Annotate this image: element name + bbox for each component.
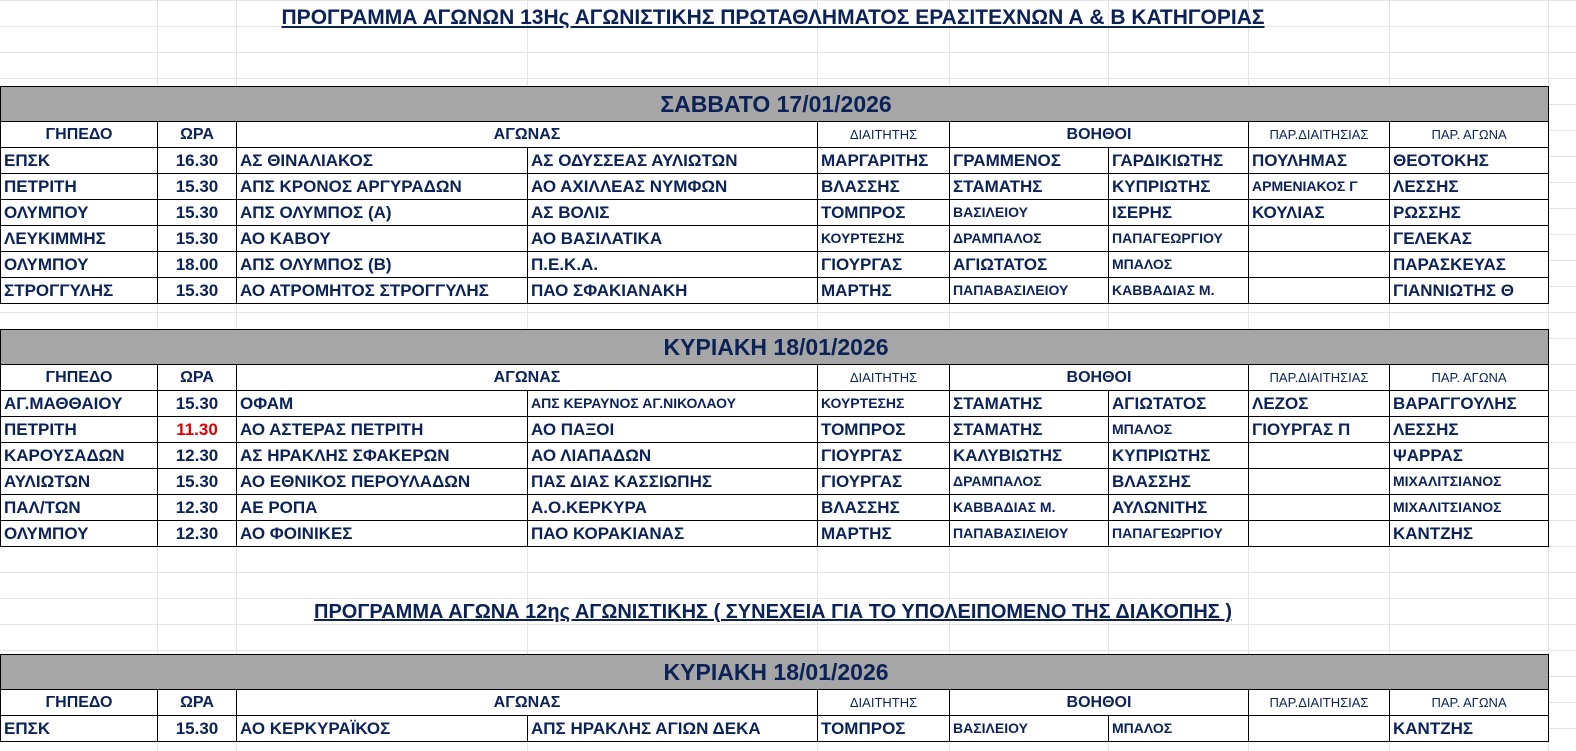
- assistant-2-cell: ΜΠΑΛΟΣ: [1109, 252, 1249, 278]
- home-team-cell: ΑΟ ΑΣΤΕΡΑΣ ΠΕΤΡΙΤΗ: [237, 417, 528, 443]
- assistant-1-cell: ΣΤΑΜΑΤΗΣ: [950, 174, 1109, 200]
- venue-header: ΓΗΠΕΔΟ: [1, 122, 158, 148]
- assistants-header: ΒΟΗΘΟΙ: [950, 122, 1249, 148]
- referee-cell: ΓΙΟΥΡΓΑΣ: [818, 469, 950, 495]
- assistant-2-cell: ΓΑΡΔΙΚΙΩΤΗΣ: [1109, 148, 1249, 174]
- assistant-1-cell: ΒΑΣΙΛΕΙΟΥ: [950, 716, 1109, 742]
- venue-cell: ΚΑΡΟΥΣΑΔΩΝ: [1, 443, 158, 469]
- home-team-cell: ΑΠΣ ΚΡΟΝΟΣ ΑΡΓΥΡΑΔΩΝ: [237, 174, 528, 200]
- away-team-cell: ΑΠΣ ΚΕΡΑΥΝΟΣ ΑΓ.ΝΙΚΟΛΑΟΥ: [528, 391, 818, 417]
- assistant-1-cell: ΣΤΑΜΑΤΗΣ: [950, 417, 1109, 443]
- match-observer-header: ΠΑΡ. ΑΓΩΝΑ: [1390, 690, 1549, 716]
- sunday-rows: [1, 391, 1549, 547]
- assistant-2-cell: ΙΣΕΡΗΣ: [1109, 200, 1249, 226]
- away-team-cell: ΑΣ ΒΟΛΙΣ: [528, 200, 818, 226]
- time-cell: 15.30: [158, 174, 237, 200]
- home-team-cell: ΑΟ ΚΑΒΟΥ: [237, 226, 528, 252]
- match-observer-cell: ΘΕΟΤΟΚΗΣ: [1390, 148, 1549, 174]
- sunday-12th-rows: [1, 716, 1549, 742]
- time-cell: 15.30: [158, 469, 237, 495]
- away-team-cell: ΠΑΟ ΣΦΑΚΙΑΝΑΚΗ: [528, 278, 818, 304]
- time-cell: 12.30: [158, 521, 237, 547]
- sunday-12th-schedule-table: [0, 654, 1549, 742]
- match-row: [1, 252, 1549, 278]
- time-header: ΩΡΑ: [158, 365, 237, 391]
- match-header: ΑΓΩΝΑΣ: [237, 122, 818, 148]
- venue-cell: ΛΕΥΚΙΜΜΗΣ: [1, 226, 158, 252]
- home-team-cell: ΑΣ ΘΙΝΑΛΙΑΚΟΣ: [237, 148, 528, 174]
- second-title: ΠΡΟΓΡΑΜΜΑ ΑΓΩΝΑ 12ης ΑΓΩΝΙΣΤΙΚΗΣ ( ΣΥΝΕΧΕΙΑ ΓΙΑ ΤΟ ΥΠΟΛΕΙΠΟΜΕΝΟ ΤΗΣ ΔΙΑΚΟΠΗΣ ): [314, 601, 1232, 623]
- time-cell: 11.30: [158, 417, 237, 443]
- referee-observer-cell: [1249, 469, 1390, 495]
- match-row: [1, 278, 1549, 304]
- saturday-rows: [1, 148, 1549, 304]
- referee-cell: ΚΟΥΡΤΕΣΗΣ: [818, 226, 950, 252]
- match-row: [1, 148, 1549, 174]
- match-header: ΑΓΩΝΑΣ: [237, 365, 818, 391]
- referee-observer-cell: [1249, 443, 1390, 469]
- time-header: ΩΡΑ: [158, 690, 237, 716]
- away-team-cell: ΠΑΟ ΚΟΡΑΚΙΑΝΑΣ: [528, 521, 818, 547]
- referee-observer-cell: [1249, 716, 1390, 742]
- match-observer-header: ΠΑΡ. ΑΓΩΝΑ: [1390, 365, 1549, 391]
- venue-cell: ΕΠΣΚ: [1, 716, 158, 742]
- assistant-2-cell: ΚΑΒΒΑΔΙΑΣ Μ.: [1109, 278, 1249, 304]
- assistant-1-cell: ΔΡΑΜΠΑΛΟΣ: [950, 226, 1109, 252]
- referee-observer-cell: [1249, 521, 1390, 547]
- home-team-cell: ΑΟ ΑΤΡΟΜΗΤΟΣ ΣΤΡΟΓΓΥΛΗΣ: [237, 278, 528, 304]
- ref-observer-header: ΠΑΡ.ΔΙΑΙΤΗΣΙΑΣ: [1249, 122, 1390, 148]
- referee-header: ΔΙΑΙΤΗΤΗΣ: [818, 365, 950, 391]
- venue-cell: ΠΕΤΡΙΤΗ: [1, 417, 158, 443]
- referee-cell: ΤΟΜΠΡΟΣ: [818, 417, 950, 443]
- away-team-cell: Α.Ο.ΚΕΡΚΥΡΑ: [528, 495, 818, 521]
- home-team-cell: ΑΠΣ ΟΛΥΜΠΟΣ (Α): [237, 200, 528, 226]
- match-observer-cell: ΠΑΡΑΣΚΕΥΑΣ: [1390, 252, 1549, 278]
- time-cell: 16.30: [158, 148, 237, 174]
- match-header: ΑΓΩΝΑΣ: [237, 690, 818, 716]
- referee-cell: ΤΟΜΠΡΟΣ: [818, 716, 950, 742]
- assistant-1-cell: ΠΑΠΑΒΑΣΙΛΕΙΟΥ: [950, 278, 1109, 304]
- referee-cell: ΜΑΡΤΗΣ: [818, 521, 950, 547]
- referee-cell: ΒΛΑΣΣΗΣ: [818, 495, 950, 521]
- day-header: ΚΥΡΙΑΚΗ 18/01/2026: [1, 330, 1549, 365]
- day-header: ΚΥΡΙΑΚΗ 18/01/2026: [1, 655, 1549, 690]
- referee-cell: ΚΟΥΡΤΕΣΗΣ: [818, 391, 950, 417]
- assistant-2-cell: ΒΛΑΣΣΗΣ: [1109, 469, 1249, 495]
- match-observer-cell: ΜΙΧΑΛΙΤΣΙΑΝΟΣ: [1390, 495, 1549, 521]
- assistant-1-cell: ΒΑΣΙΛΕΙΟΥ: [950, 200, 1109, 226]
- referee-observer-cell: ΑΡΜΕΝΙΑΚΟΣ Γ: [1249, 174, 1390, 200]
- assistants-header: ΒΟΗΘΟΙ: [950, 365, 1249, 391]
- assistant-2-cell: ΠΑΠΑΓΕΩΡΓΙΟΥ: [1109, 521, 1249, 547]
- time-cell: 15.30: [158, 226, 237, 252]
- away-team-cell: ΑΠΣ ΗΡΑΚΛΗΣ ΑΓΙΩΝ ΔΕΚΑ: [528, 716, 818, 742]
- venue-cell: ΑΥΛΙΩΤΩΝ: [1, 469, 158, 495]
- assistant-2-cell: ΑΓΙΩΤΑΤΟΣ: [1109, 391, 1249, 417]
- away-team-cell: ΑΟ ΒΑΣΙΛΑΤΙΚΑ: [528, 226, 818, 252]
- match-observer-cell: ΨΑΡΡΑΣ: [1390, 443, 1549, 469]
- time-cell: 15.30: [158, 716, 237, 742]
- ref-observer-header: ΠΑΡ.ΔΙΑΙΤΗΣΙΑΣ: [1249, 365, 1390, 391]
- referee-observer-cell: ΠΟΥΛΗΜΑΣ: [1249, 148, 1390, 174]
- time-cell: 12.30: [158, 495, 237, 521]
- assistants-header: ΒΟΗΘΟΙ: [950, 690, 1249, 716]
- match-row: [1, 174, 1549, 200]
- match-row: [1, 391, 1549, 417]
- assistant-1-cell: ΣΤΑΜΑΤΗΣ: [950, 391, 1109, 417]
- column-headers: [1, 122, 1549, 148]
- assistant-2-cell: ΚΥΠΡΙΩΤΗΣ: [1109, 443, 1249, 469]
- home-team-cell: ΑΠΣ ΟΛΥΜΠΟΣ (Β): [237, 252, 528, 278]
- assistant-2-cell: ΠΑΠΑΓΕΩΡΓΙΟΥ: [1109, 226, 1249, 252]
- match-row: [1, 521, 1549, 547]
- match-observer-header: ΠΑΡ. ΑΓΩΝΑ: [1390, 122, 1549, 148]
- referee-cell: ΓΙΟΥΡΓΑΣ: [818, 443, 950, 469]
- referee-cell: ΜΑΡΤΗΣ: [818, 278, 950, 304]
- assistant-1-cell: ΓΡΑΜΜΕΝΟΣ: [950, 148, 1109, 174]
- match-observer-cell: ΡΩΣΣΗΣ: [1390, 200, 1549, 226]
- assistant-2-cell: ΜΠΑΛΟΣ: [1109, 716, 1249, 742]
- away-team-cell: ΑΟ ΠΑΞΟΙ: [528, 417, 818, 443]
- referee-cell: ΜΑΡΓΑΡΙΤΗΣ: [818, 148, 950, 174]
- assistant-2-cell: ΚΥΠΡΙΩΤΗΣ: [1109, 174, 1249, 200]
- referee-observer-cell: [1249, 226, 1390, 252]
- venue-cell: ΠΕΤΡΙΤΗ: [1, 174, 158, 200]
- venue-cell: ΟΛΥΜΠΟΥ: [1, 521, 158, 547]
- referee-header: ΔΙΑΙΤΗΤΗΣ: [818, 690, 950, 716]
- home-team-cell: ΟΦΑΜ: [237, 391, 528, 417]
- time-cell: 15.30: [158, 278, 237, 304]
- assistant-1-cell: ΔΡΑΜΠΑΛΟΣ: [950, 469, 1109, 495]
- home-team-cell: ΑΟ ΦΟΙΝΙΚΕΣ: [237, 521, 528, 547]
- assistant-1-cell: ΚΑΛΥΒΙΩΤΗΣ: [950, 443, 1109, 469]
- referee-cell: ΒΛΑΣΣΗΣ: [818, 174, 950, 200]
- venue-cell: ΟΛΥΜΠΟΥ: [1, 252, 158, 278]
- home-team-cell: ΑΟ ΕΘΝΙΚΟΣ ΠΕΡΟΥΛΑΔΩΝ: [237, 469, 528, 495]
- home-team-cell: ΑΕ ΡΟΠΑ: [237, 495, 528, 521]
- column-headers: [1, 365, 1549, 391]
- referee-observer-cell: ΚΟΥΛΙΑΣ: [1249, 200, 1390, 226]
- referee-observer-cell: [1249, 278, 1390, 304]
- match-observer-cell: ΜΙΧΑΛΙΤΣΙΑΝΟΣ: [1390, 469, 1549, 495]
- referee-observer-cell: ΛΕΖΟΣ: [1249, 391, 1390, 417]
- match-observer-cell: ΓΙΑΝΝΙΩΤΗΣ Θ: [1390, 278, 1549, 304]
- home-team-cell: ΑΟ ΚΕΡΚΥΡΑΪΚΟΣ: [237, 716, 528, 742]
- referee-observer-cell: ΓΙΟΥΡΓΑΣ Π: [1249, 417, 1390, 443]
- assistant-1-cell: ΠΑΠΑΒΑΣΙΛΕΙΟΥ: [950, 521, 1109, 547]
- away-team-cell: Π.Ε.Κ.Α.: [528, 252, 818, 278]
- match-row: [1, 226, 1549, 252]
- time-cell: 18.00: [158, 252, 237, 278]
- match-observer-cell: ΛΕΣΣΗΣ: [1390, 174, 1549, 200]
- assistant-2-cell: ΜΠΑΛΟΣ: [1109, 417, 1249, 443]
- match-row: [1, 469, 1549, 495]
- time-cell: 15.30: [158, 200, 237, 226]
- time-cell: 15.30: [158, 391, 237, 417]
- referee-cell: ΓΙΟΥΡΓΑΣ: [818, 252, 950, 278]
- venue-header: ΓΗΠΕΔΟ: [1, 690, 158, 716]
- referee-observer-cell: [1249, 252, 1390, 278]
- venue-cell: ΟΛΥΜΠΟΥ: [1, 200, 158, 226]
- assistant-1-cell: ΑΓΙΩΤΑΤΟΣ: [950, 252, 1109, 278]
- venue-header: ΓΗΠΕΔΟ: [1, 365, 158, 391]
- home-team-cell: ΑΣ ΗΡΑΚΛΗΣ ΣΦΑΚΕΡΩΝ: [237, 443, 528, 469]
- match-observer-cell: ΚΑΝΤΖΗΣ: [1390, 521, 1549, 547]
- away-team-cell: ΑΣ ΟΔΥΣΣΕΑΣ ΑΥΛΙΩΤΩΝ: [528, 148, 818, 174]
- sunday-schedule-table: [0, 329, 1549, 547]
- day-header: ΣΑΒΒΑΤΟ 17/01/2026: [1, 87, 1549, 122]
- match-row: [1, 443, 1549, 469]
- match-observer-cell: ΒΑΡΑΓΓΟΥΛΗΣ: [1390, 391, 1549, 417]
- venue-cell: ΠΑΛ/ΤΩΝ: [1, 495, 158, 521]
- match-row: [1, 716, 1549, 742]
- time-header: ΩΡΑ: [158, 122, 237, 148]
- match-observer-cell: ΚΑΝΤΖΗΣ: [1390, 716, 1549, 742]
- assistant-1-cell: ΚΑΒΒΑΔΙΑΣ Μ.: [950, 495, 1109, 521]
- assistant-2-cell: ΑΥΛΩΝΙΤΗΣ: [1109, 495, 1249, 521]
- match-row: [1, 417, 1549, 443]
- venue-cell: ΑΓ.ΜΑΘΘΑΙΟΥ: [1, 391, 158, 417]
- match-observer-cell: ΓΕΛΕΚΑΣ: [1390, 226, 1549, 252]
- time-cell: 12.30: [158, 443, 237, 469]
- venue-cell: ΕΠΣΚ: [1, 148, 158, 174]
- match-row: [1, 495, 1549, 521]
- referee-cell: ΤΟΜΠΡΟΣ: [818, 200, 950, 226]
- away-team-cell: ΠΑΣ ΔΙΑΣ ΚΑΣΣΙΩΠΗΣ: [528, 469, 818, 495]
- referee-header: ΔΙΑΙΤΗΤΗΣ: [818, 122, 950, 148]
- column-headers: [1, 690, 1549, 716]
- page-title: ΠΡΟΓΡΑΜΜΑ ΑΓΩΝΩΝ 13Ης ΑΓΩΝΙΣΤΙΚΗΣ ΠΡΩΤΑΘΛΗΜΑΤΟΣ ΕΡΑΣΙΤΕΧΝΩΝ Α & Β ΚΑΤΗΓΟΡΙΑΣ: [281, 6, 1265, 29]
- away-team-cell: ΑΟ ΑΧΙΛΛΕΑΣ ΝΥΜΦΩΝ: [528, 174, 818, 200]
- saturday-schedule-table: [0, 86, 1549, 304]
- match-row: [1, 200, 1549, 226]
- referee-observer-cell: [1249, 495, 1390, 521]
- venue-cell: ΣΤΡΟΓΓΥΛΗΣ: [1, 278, 158, 304]
- match-observer-cell: ΛΕΣΣΗΣ: [1390, 417, 1549, 443]
- away-team-cell: ΑΟ ΛΙΑΠΑΔΩΝ: [528, 443, 818, 469]
- ref-observer-header: ΠΑΡ.ΔΙΑΙΤΗΣΙΑΣ: [1249, 690, 1390, 716]
